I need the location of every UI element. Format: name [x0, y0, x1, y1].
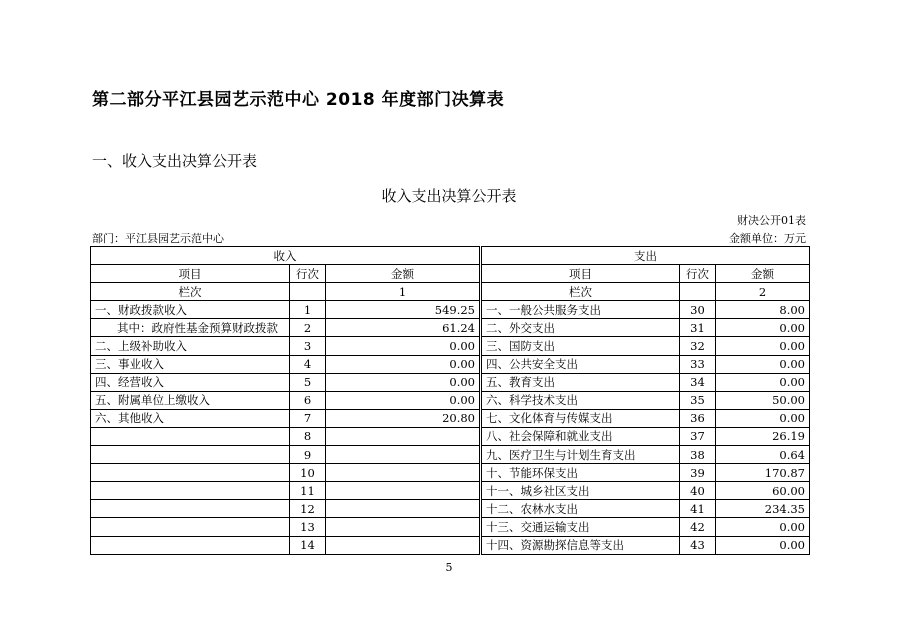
- expense-amount: 0.00: [716, 409, 810, 427]
- table-row: [91, 355, 810, 373]
- expense-col-item: 项目: [481, 265, 680, 283]
- expense-item: 七、文化体育与传媒支出: [481, 409, 680, 427]
- column-header-row: [91, 265, 810, 283]
- income-header: 收入: [91, 247, 481, 265]
- table-row: [91, 337, 810, 355]
- income-item: 二、上级补助收入: [91, 337, 290, 355]
- expense-item: 十四、资源勘探信息等支出: [481, 536, 680, 554]
- expense-row-number: 35: [680, 391, 716, 409]
- income-col-number: 1: [326, 283, 481, 301]
- expense-item: 八、社会保障和就业支出: [481, 427, 680, 445]
- income-row-number: 2: [290, 319, 326, 337]
- income-row-number: 5: [290, 373, 326, 391]
- expense-item: 十一、城乡社区支出: [481, 482, 680, 500]
- income-item: [91, 446, 290, 464]
- income-item: [91, 536, 290, 554]
- form-code: 财决公开01表: [737, 214, 806, 227]
- income-item: [91, 518, 290, 536]
- expense-item: 四、公共安全支出: [481, 355, 680, 373]
- income-row-number: 11: [290, 482, 326, 500]
- expense-row-number: 43: [680, 536, 716, 554]
- income-item: 一、财政拨款收入: [91, 301, 290, 319]
- income-amount: [326, 464, 481, 482]
- income-row-number: 7: [290, 409, 326, 427]
- income-amount: 0.00: [326, 337, 481, 355]
- expense-row-number: 31: [680, 319, 716, 337]
- expense-amount: 0.00: [716, 373, 810, 391]
- table-row: [91, 518, 810, 536]
- income-item: 其中：政府性基金预算财政拨款: [91, 319, 290, 337]
- table-row: [91, 409, 810, 427]
- table-row: [91, 446, 810, 464]
- table-row: [91, 373, 810, 391]
- expense-amount: 0.64: [716, 446, 810, 464]
- income-amount: 20.80: [326, 409, 481, 427]
- income-amount: 0.00: [326, 355, 481, 373]
- table-title: 收入支出决算公开表: [381, 187, 517, 205]
- expense-row-number: 41: [680, 500, 716, 518]
- income-item: 四、经营收入: [91, 373, 290, 391]
- expense-amount: 0.00: [716, 337, 810, 355]
- income-col-row: 行次: [290, 265, 326, 283]
- expense-amount: 234.35: [716, 500, 810, 518]
- income-lanci-empty: [290, 283, 326, 301]
- expense-item: 十三、交通运输支出: [481, 518, 680, 536]
- income-row-number: 10: [290, 464, 326, 482]
- income-col-amount: 金额: [326, 265, 481, 283]
- expense-row-number: 37: [680, 427, 716, 445]
- page-title: 第二部分平江县园艺示范中心 2018 年度部门决算表: [92, 90, 505, 110]
- income-row-number: 1: [290, 301, 326, 319]
- income-row-number: 8: [290, 427, 326, 445]
- expense-row-number: 34: [680, 373, 716, 391]
- income-item: [91, 482, 290, 500]
- expense-col-row: 行次: [680, 265, 716, 283]
- income-lanci-label: 栏次: [91, 283, 290, 301]
- expense-row-number: 40: [680, 482, 716, 500]
- expense-row-number: 42: [680, 518, 716, 536]
- expense-amount: 26.19: [716, 427, 810, 445]
- table-header-row: [91, 247, 810, 265]
- section-title: 一、收入支出决算公开表: [92, 152, 258, 170]
- table-row: [91, 427, 810, 445]
- expense-lanci-label: 栏次: [481, 283, 680, 301]
- expense-item: 三、国防支出: [481, 337, 680, 355]
- table-row: [91, 391, 810, 409]
- income-amount: [326, 427, 481, 445]
- table-row: [91, 464, 810, 482]
- income-amount: 0.00: [326, 373, 481, 391]
- expense-row-number: 38: [680, 446, 716, 464]
- expense-item: 一、一般公共服务支出: [481, 301, 680, 319]
- expense-header: 支出: [481, 247, 810, 265]
- income-amount: [326, 518, 481, 536]
- income-amount: [326, 482, 481, 500]
- expense-row-number: 36: [680, 409, 716, 427]
- income-row-number: 12: [290, 500, 326, 518]
- income-item: [91, 427, 290, 445]
- expense-col-number: 2: [716, 283, 810, 301]
- expense-amount: 8.00: [716, 301, 810, 319]
- expense-item: 二、外交支出: [481, 319, 680, 337]
- unit-label: 金额单位：万元: [729, 232, 806, 245]
- income-item: 五、附属单位上缴收入: [91, 391, 290, 409]
- income-amount: [326, 536, 481, 554]
- income-item: 三、事业收入: [91, 355, 290, 373]
- expense-amount: 0.00: [716, 319, 810, 337]
- expense-row-number: 33: [680, 355, 716, 373]
- expense-amount: 0.00: [716, 355, 810, 373]
- income-row-number: 13: [290, 518, 326, 536]
- table-row: [91, 500, 810, 518]
- table-row: [91, 319, 810, 337]
- income-amount: [326, 500, 481, 518]
- income-amount: 549.25: [326, 301, 481, 319]
- table-row: [91, 536, 810, 554]
- expense-row-number: 30: [680, 301, 716, 319]
- expense-item: 五、教育支出: [481, 373, 680, 391]
- expense-item: 十、节能环保支出: [481, 464, 680, 482]
- income-col-item: 项目: [91, 265, 290, 283]
- income-item: [91, 500, 290, 518]
- expense-col-amount: 金额: [716, 265, 810, 283]
- expense-amount: 170.87: [716, 464, 810, 482]
- table-row: [91, 301, 810, 319]
- expense-item: 六、科学技术支出: [481, 391, 680, 409]
- expense-lanci-empty: [680, 283, 716, 301]
- expense-amount: 60.00: [716, 482, 810, 500]
- income-amount: 61.24: [326, 319, 481, 337]
- income-row-number: 6: [290, 391, 326, 409]
- income-amount: [326, 446, 481, 464]
- column-number-row: [91, 283, 810, 301]
- income-row-number: 3: [290, 337, 326, 355]
- page-number: 5: [445, 561, 453, 574]
- department-label: 部门：平江县园艺示范中心: [92, 232, 224, 245]
- income-row-number: 14: [290, 536, 326, 554]
- expense-row-number: 32: [680, 337, 716, 355]
- expense-amount: 0.00: [716, 518, 810, 536]
- income-item: [91, 464, 290, 482]
- expense-item: 十二、农林水支出: [481, 500, 680, 518]
- income-item: 六、其他收入: [91, 409, 290, 427]
- income-expense-table: [90, 246, 810, 555]
- income-row-number: 9: [290, 446, 326, 464]
- expense-row-number: 39: [680, 464, 716, 482]
- income-amount: 0.00: [326, 391, 481, 409]
- expense-item: 九、医疗卫生与计划生育支出: [481, 446, 680, 464]
- income-row-number: 4: [290, 355, 326, 373]
- table-row: [91, 482, 810, 500]
- expense-amount: 0.00: [716, 536, 810, 554]
- expense-amount: 50.00: [716, 391, 810, 409]
